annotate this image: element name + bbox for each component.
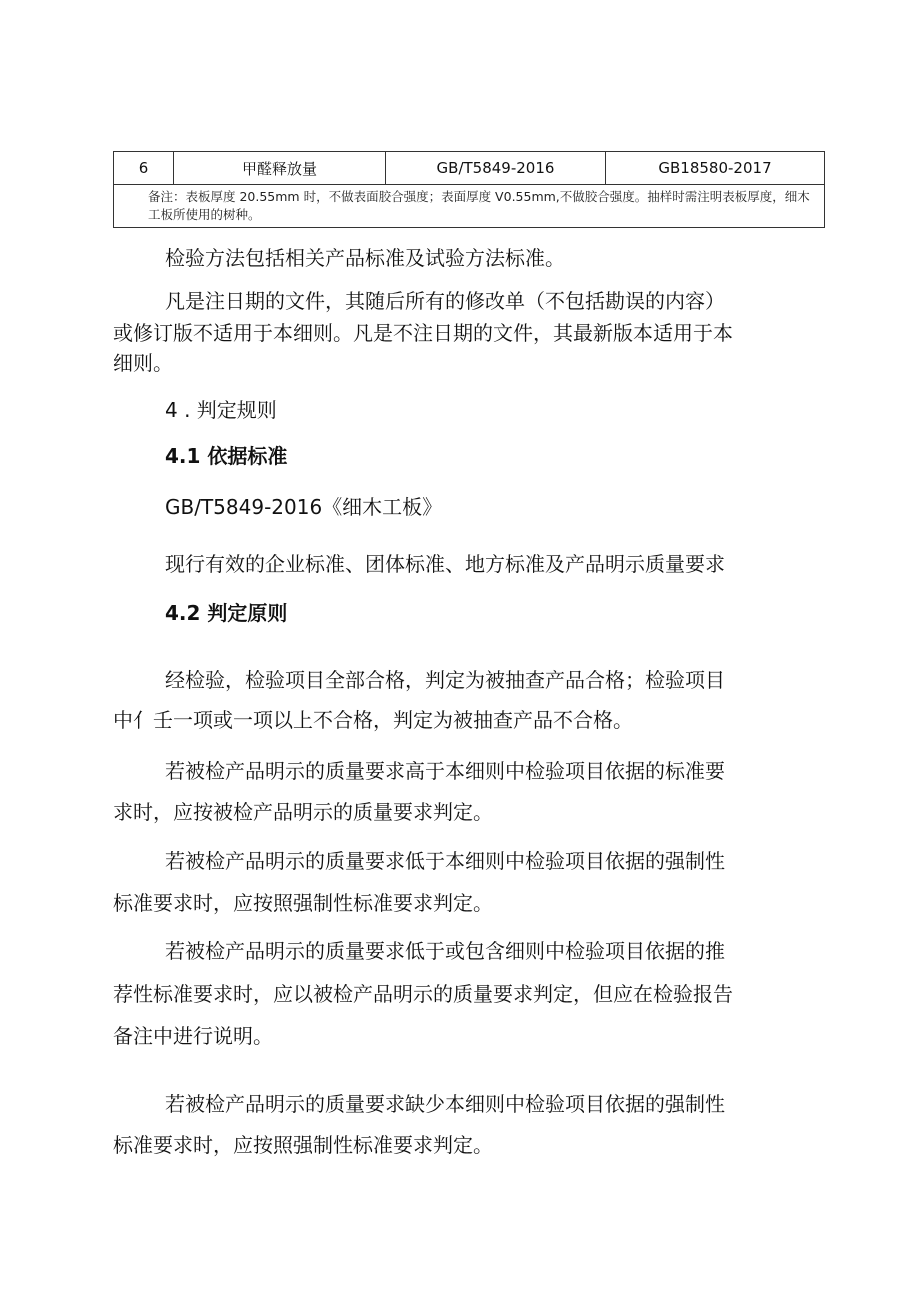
paragraph-recommended-line1: 若被检产品明示的质量要求低于或包含细则中检验项目依据的推 xyxy=(165,939,725,963)
item-number: 6 xyxy=(114,152,174,185)
table-row xyxy=(114,152,825,185)
item-name: 甲醛释放量 xyxy=(174,152,386,185)
requirement-standard: GB18580-2017 xyxy=(606,152,825,185)
method-standard: GB/T5849-2016 xyxy=(386,152,606,185)
paragraph-missing-line1: 若被检产品明示的质量要求缺少本细则中检验项目依据的强制性 xyxy=(165,1092,725,1116)
table-note: 备注：表板厚度 20.55mm 时，不做表面胶合强度；表面厚度 V0.55mm,不做胶合强度。抽样时需注明表板厚度，细木工板所使用的树种。 xyxy=(114,185,825,228)
standard-reference: GB/T5849-2016《细木工板》 xyxy=(165,495,443,519)
heading-4-1: 4.1 依据标准 xyxy=(165,444,288,468)
paragraph-recommended-line3: 备注中进行说明。 xyxy=(113,1024,273,1048)
paragraph-recommended-line2: 荐性标准要求时，应以被检产品明示的质量要求判定，但应在检验报告 xyxy=(113,982,733,1006)
paragraph-missing-line2: 标准要求时，应按照强制性标准要求判定。 xyxy=(113,1133,493,1157)
table-note-row xyxy=(114,185,825,228)
paragraph-dated-line1: 凡是注日期的文件，其随后所有的修改单（不包括勘误的内容） xyxy=(165,289,725,313)
paragraph-higher-line1: 若被检产品明示的质量要求高于本细则中检验项目依据的标准要 xyxy=(165,759,725,783)
paragraph-dated-line2: 或修订版不适用于本细则。凡是不注日期的文件，其最新版本适用于本 xyxy=(113,321,733,345)
test-items-table xyxy=(113,151,825,228)
section-4-title: 4 . 判定规则 xyxy=(165,398,277,422)
paragraph-valid-standards: 现行有效的企业标准、团体标准、地方标准及产品明示质量要求 xyxy=(165,552,725,576)
paragraph-principle-line2: 中亻壬一项或一项以上不合格，判定为被抽查产品不合格。 xyxy=(113,708,633,732)
paragraph-higher-line2: 求时，应按被检产品明示的质量要求判定。 xyxy=(113,800,493,824)
heading-4-2: 4.2 判定原则 xyxy=(165,601,288,625)
paragraph-lower-line2: 标准要求时，应按照强制性标准要求判定。 xyxy=(113,891,493,915)
paragraph-methods: 检验方法包括相关产品标准及试验方法标准。 xyxy=(165,246,565,270)
paragraph-principle-line1: 经检验，检验项目全部合格，判定为被抽查产品合格；检验项目 xyxy=(165,668,725,692)
paragraph-dated-line3: 细则。 xyxy=(113,351,173,375)
paragraph-lower-line1: 若被检产品明示的质量要求低于本细则中检验项目依据的强制性 xyxy=(165,849,725,873)
